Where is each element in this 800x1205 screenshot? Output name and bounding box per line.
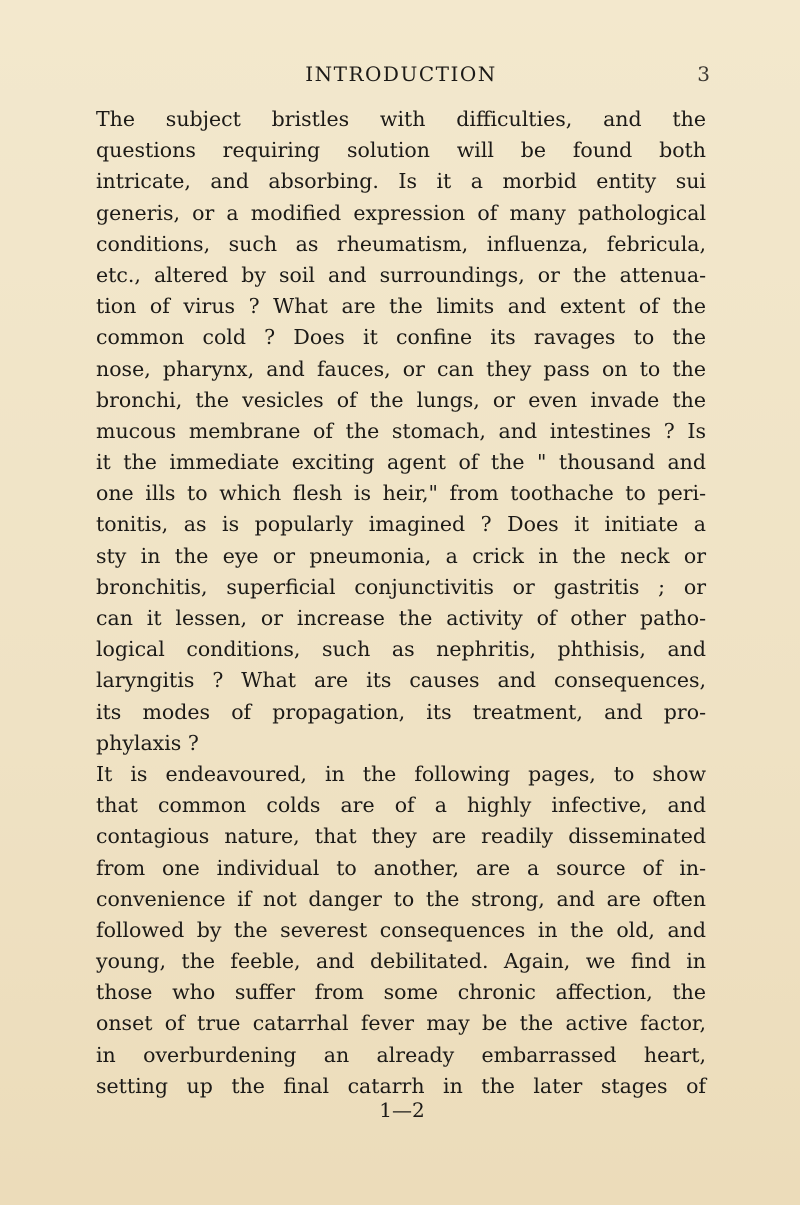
- text-line: young, the feeble, and debilitated. Again, we find in: [96, 949, 706, 974]
- text-line: onset of true catarrhal fever may be the active factor,: [96, 1011, 706, 1036]
- page-number: 3: [697, 62, 710, 86]
- text-line: those who suffer from some chronic affection, the: [96, 980, 706, 1005]
- text-line: sty in the eye or pneumonia, a crick in the neck or: [96, 543, 706, 568]
- text-line: intricate, and absorbing. Is it a morbid entity sui: [96, 169, 706, 194]
- text-line: tonitis, as is popularly imagined ? Does it initiate a: [96, 512, 706, 537]
- text-line: setting up the final catarrh in the later stages of: [96, 1073, 706, 1098]
- text-line: one ills to which flesh is heir," from toothache to peri-: [96, 481, 706, 506]
- paragraph-start-line: It is endeavoured, in the following pages, to show: [96, 761, 706, 786]
- text-line: tion of virus ? What are the limits and extent of the: [96, 294, 706, 319]
- text-line: bronchitis, superficial conjunctivitis or gastritis ; or: [96, 574, 706, 599]
- text-line: it the immediate exciting agent of the " thousand and: [96, 450, 706, 475]
- signature-mark: [0, 1094, 800, 1126]
- text-line: laryngitis ? What are its causes and consequences,: [96, 668, 706, 693]
- text-line: The subject bristles with difficulties, and the: [96, 107, 706, 131]
- text-line: nose, pharynx, and fauces, or can they pass on to the: [96, 356, 706, 381]
- running-title: INTRODUCTION: [305, 62, 497, 86]
- text-line: phylaxis ?: [96, 730, 199, 755]
- text-line: its modes of propagation, its treatment, and pro-: [96, 699, 706, 724]
- text-line: followed by the severest consequences in the old, and: [96, 917, 706, 942]
- text-line: logical conditions, such as nephritis, phthisis, and: [96, 637, 706, 662]
- text-line: bronchi, the vesicles of the lungs, or even invade the: [96, 387, 706, 412]
- running-head: [96, 58, 710, 90]
- text-line: questions requiring solution will be found both: [96, 138, 706, 163]
- text-line: etc., altered by soil and surroundings, or the attenua-: [96, 262, 706, 287]
- text-line: common cold ? Does it confine its ravages to the: [96, 325, 706, 350]
- text-line: can it lessen, or increase the activity of other patho-: [96, 606, 706, 630]
- signature-text: 1—2: [379, 1098, 425, 1122]
- text-line: from one individual to another, are a source of in-: [96, 855, 706, 880]
- body-text: [96, 104, 706, 1102]
- text-line: in overburdening an already embarrassed heart,: [96, 1042, 706, 1067]
- text-line: contagious nature, that they are readily disseminated: [96, 824, 706, 849]
- text-line: mucous membrane of the stomach, and intestines ? Is: [96, 418, 706, 443]
- text-line: generis, or a modified expression of many pathological: [96, 200, 706, 225]
- text-line: conditions, such as rheumatism, influenza, febricula,: [96, 231, 706, 256]
- text-line: that common colds are of a highly infective, and: [96, 793, 706, 818]
- text-line: convenience if not danger to the strong, and are often: [96, 886, 706, 911]
